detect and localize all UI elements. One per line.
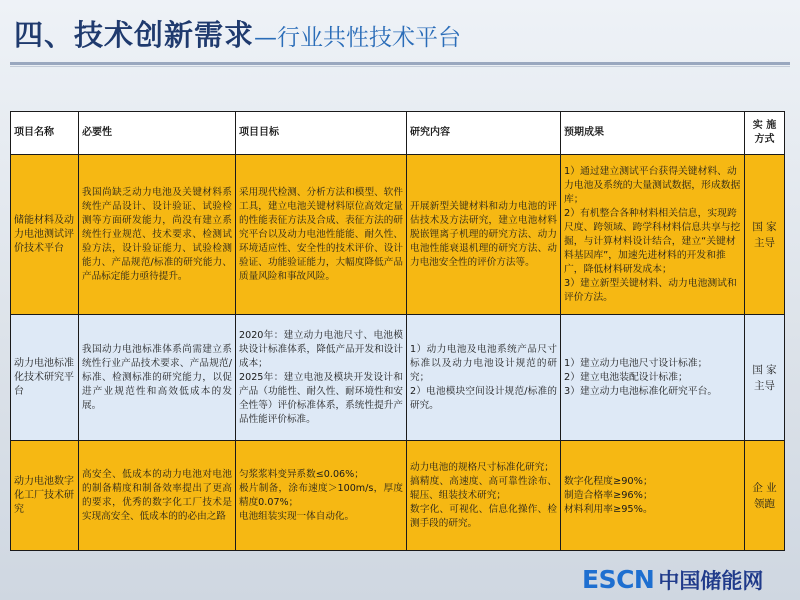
cell-research: 动力电池的规格尺寸标准化研究； 搞精度、高速度、高可靠性涂布、辊压、组装技术研究； 数字化、可视化、信息化操作、检测手段的研究。 [407, 441, 561, 551]
cell-results: 数字化程度≥90%； 制造合格率≥96%； 材料利用率≥95%。 [561, 441, 745, 551]
cell-results: 1）建立动力电池尺寸设计标准； 2）建立电池装配设计标准； 3）建立动力电池标准化研究平台。 [561, 315, 745, 441]
cell-name: 储能材料及动力电池测试评价技术平台 [11, 155, 79, 315]
cell-necessity: 高安全、低成本的动力电池对电池的制备精度和制备效率提出了更高的要求，优秀的数字化工厂技术是实现高安全、低成本的的必由之路 [79, 441, 236, 551]
cell-necessity: 我国动力电池标准体系尚需建立系统性行业产品技术要求、产品规范/标准、检测标准的研究能力，以促进产业规范性和高效低成本的发展。 [79, 315, 236, 441]
cell-mode: 企 业 领跑 [745, 441, 785, 551]
cell-mode: 国 家 主导 [745, 155, 785, 315]
logo-en: ESCN [582, 565, 655, 594]
escn-logo [582, 564, 763, 596]
header-research: 研究内容 [407, 112, 561, 155]
title-divider [10, 62, 790, 65]
cell-results: 1）通过建立测试平台获得关键材料、动力电池及系统的大量测试数据，形成数据库； 2）有机整合各种材料相关信息，实现跨尺度、跨领域、跨学科材料信息共享与挖掘，与计算材料设计结合，建立“关键材料基因库”，加速先进材料的开发和推广，降低材料研发成本； 3）建立新型关键材料、动力电池测试和评价方法。 [561, 155, 745, 315]
header-results: 预期成果 [561, 112, 745, 155]
cell-goal: 匀浆浆料变异系数≤0.06%； 极片制备，涂布速度＞100m/s，厚度精度0.07%； 电池组装实现一体自动化。 [236, 441, 407, 551]
cell-goal: 2020年：建立动力电池尺寸、电池模块设计标准体系，降低产品开发和设计成本； 2025年：建立电池及模块开发设计和产品（功能性、耐久性、耐环境性和安全性等）评价标准体系，系统性提升产品性能评价标准。 [236, 315, 407, 441]
requirements-table [10, 111, 785, 551]
table-header-row [11, 112, 785, 155]
header-necessity: 必要性 [79, 112, 236, 155]
cell-research: 1）动力电池及电池系统产品尺寸标准以及动力电池设计规范的研究； 2）电池模块空间设计规范/标准的研究。 [407, 315, 561, 441]
cell-goal: 采用现代检测、分析方法和模型、软件工具，建立电池关键材料原位高效定量的性能表征方法及合成、表征方法的研究平台以及动力电池性能能、耐久性、环境适应性、安全性的技术评价、设计验证、功能验证能力，大幅度降低产品质量风险和事故风险。 [236, 155, 407, 315]
cell-research: 开展新型关键材料和动力电池的评估技术及方法研究，建立电池材料脱嵌锂离子机理的研究方法、动力电池性能衰退机理的研究方法、动力电池安全性的评价方法等。 [407, 155, 561, 315]
logo-cn: 中国储能网 [658, 569, 764, 593]
table-row [11, 315, 785, 441]
table-row [11, 441, 785, 551]
slide-title [14, 14, 461, 56]
table-row [11, 155, 785, 315]
header-mode: 实 施方式 [745, 112, 785, 155]
header-goal: 项目目标 [236, 112, 407, 155]
title-divider-thin [10, 66, 790, 67]
title-main: 四、技术创新需求 [14, 18, 255, 52]
cell-name: 动力电池标准化技术研究平台 [11, 315, 79, 441]
cell-name: 动力电池数字化工厂技术研究 [11, 441, 79, 551]
header-name: 项目名称 [11, 112, 79, 155]
title-sub: —行业共性技术平台 [254, 25, 462, 51]
cell-necessity: 我国尚缺乏动力电池及关键材料系统性产品设计、设计验证、试验检测等方面研发能力，尚没有建立系统性行业规范、技术要求、检测试验方法，设计验证能力、试验检测能力、产品规范/标准的研究能力、产品标定能力亟待提升。 [79, 155, 236, 315]
cell-mode: 国 家 主导 [745, 315, 785, 441]
